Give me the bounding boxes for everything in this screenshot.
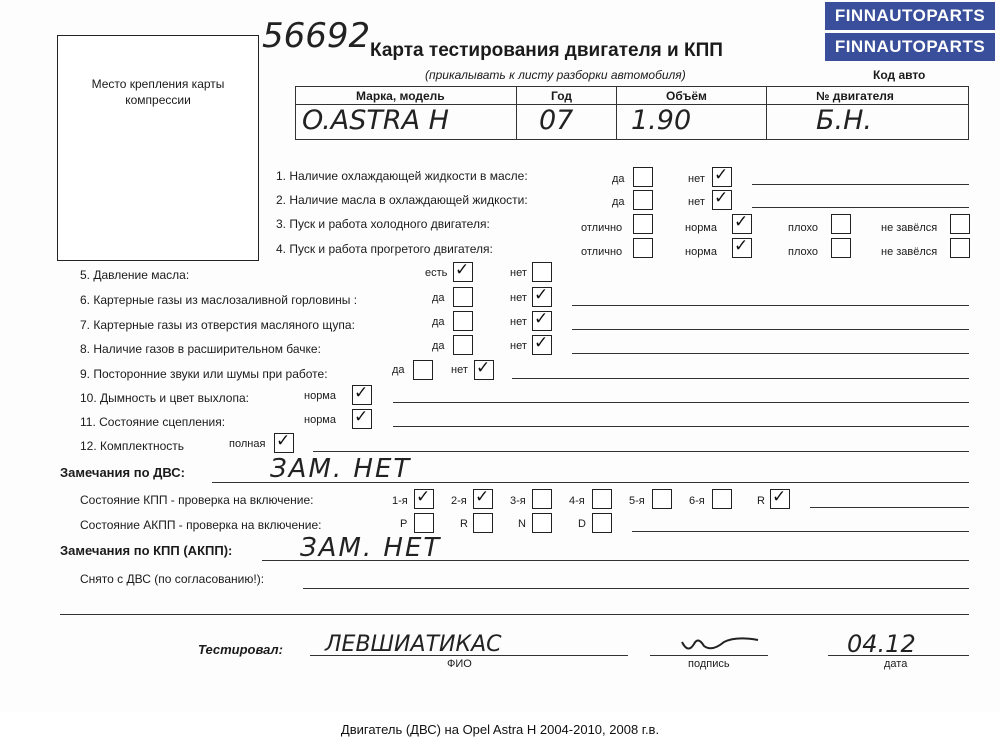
check-7-note-line [572, 329, 969, 330]
watermark-line-1: FINNAUTOPARTS [825, 2, 995, 30]
engine-remarks-line [212, 482, 969, 483]
check-2-option-yes: да [612, 196, 625, 208]
check-4-option-normal: норма [685, 246, 717, 258]
watermark-logo [825, 0, 995, 64]
auto-mode-p-checkbox[interactable] [414, 513, 434, 533]
check-12-option-complete: полная [229, 438, 266, 450]
gear-4-label: 4-я [569, 495, 585, 507]
column-header-engine-number: № двигателя [816, 89, 894, 103]
gear-2-check-mark: ✓ [475, 487, 490, 507]
check-10-label: 10. Дымность и цвет выхлопа: [80, 391, 249, 405]
date-caption: дата [884, 658, 908, 670]
gear-6-checkbox[interactable] [712, 489, 732, 509]
column-header-volume: Объём [666, 89, 707, 103]
manual-gearbox-line [810, 507, 969, 508]
column-header-model: Марка, модель [356, 89, 445, 103]
check-9-check-mark: ✓ [476, 358, 491, 378]
check-5-option-no: нет [510, 267, 527, 279]
auto-mode-d-checkbox[interactable] [592, 513, 612, 533]
auto-mode-n-label: N [518, 518, 526, 530]
check-12-label: 12. Комплектность [80, 439, 185, 453]
gear-r-check-mark: ✓ [772, 487, 787, 507]
watermark-line-2: FINNAUTOPARTS [825, 33, 995, 61]
check-2-option-no: нет [688, 196, 705, 208]
auto-mode-r-label: R [460, 518, 468, 530]
removed-line-1 [303, 588, 969, 589]
check-8-note-line [572, 353, 969, 354]
check-1-note-line [752, 184, 969, 185]
check-9-label: 9. Посторонние звуки или шумы при работе: [80, 367, 328, 381]
check-2-label: 2. Наличие масла в охлаждающей жидкости: [276, 193, 528, 207]
check-7-label: 7. Картерные газы из отверстия масляного щупа: [80, 318, 355, 332]
gear-3-label: 3-я [510, 495, 526, 507]
check-3-bad-checkbox[interactable] [831, 214, 851, 234]
removed-line-2 [60, 614, 969, 615]
check-2-yes-checkbox[interactable] [633, 190, 653, 210]
check-1-check-mark: ✓ [714, 165, 729, 185]
signature-line [650, 655, 768, 656]
engine-number-value: Б.Н. [816, 105, 872, 136]
check-5-no-checkbox[interactable] [532, 262, 552, 282]
check-11-option-normal: норма [304, 414, 336, 426]
gear-2-label: 2-я [451, 495, 467, 507]
check-10-option-normal: норма [304, 390, 336, 402]
check-10-note-line [393, 402, 969, 403]
date-line [828, 655, 969, 656]
auto-gearbox-label: Состояние АКПП - проверка на включение: [80, 518, 322, 532]
check-12-check-mark: ✓ [276, 431, 291, 451]
column-header-year: Год [551, 89, 572, 103]
check-9-option-no: нет [451, 364, 468, 376]
auto-mode-r-checkbox[interactable] [473, 513, 493, 533]
image-caption: Двигатель (ДВС) на Opel Astra H 2004-2010, 2008 г.в. [340, 722, 660, 737]
gearbox-remarks-line [262, 560, 969, 561]
check-3-option-bad: плохо [788, 222, 818, 234]
manual-gearbox-label: Состояние КПП - проверка на включение: [80, 493, 314, 507]
engine-remarks-value: ЗАМ. НЕТ [270, 454, 412, 484]
check-6-option-no: нет [510, 292, 527, 304]
page-subtitle: (прикалывать к листу разборки автомобиля) [425, 68, 686, 82]
check-2-check-mark: ✓ [714, 188, 729, 208]
check-8-yes-checkbox[interactable] [453, 335, 473, 355]
check-4-option-excellent: отлично [581, 246, 623, 258]
check-4-bad-checkbox[interactable] [831, 238, 851, 258]
check-4-option-no-start: не завёлся [881, 246, 938, 258]
gear-3-checkbox[interactable] [532, 489, 552, 509]
year-value: 07 [539, 105, 574, 136]
check-2-note-line [752, 207, 969, 208]
check-3-no-start-checkbox[interactable] [950, 214, 970, 234]
check-1-yes-checkbox[interactable] [633, 167, 653, 187]
check-3-check-mark: ✓ [734, 212, 749, 232]
check-11-label: 11. Состояние сцепления: [80, 415, 226, 429]
check-5-label: 5. Давление масла: [80, 268, 190, 282]
check-1-label: 1. Наличие охлаждающей жидкости в масле: [276, 169, 528, 183]
check-4-label: 4. Пуск и работа прогретого двигателя: [276, 242, 493, 256]
auto-mode-n-checkbox[interactable] [532, 513, 552, 533]
check-7-option-yes: да [432, 316, 445, 328]
gear-1-check-mark: ✓ [416, 487, 431, 507]
check-6-option-yes: да [432, 292, 445, 304]
check-3-label: 3. Пуск и работа холодного двигателя: [276, 217, 490, 231]
check-9-note-line [512, 378, 969, 379]
check-3-option-excellent: отлично [581, 222, 623, 234]
vehicle-table [295, 86, 969, 140]
check-7-yes-checkbox[interactable] [453, 311, 473, 331]
handwritten-card-number: 56692 [262, 16, 371, 56]
check-9-option-yes: да [392, 364, 405, 376]
check-8-option-yes: да [432, 340, 445, 352]
check-3-option-no-start: не завёлся [881, 222, 938, 234]
signature-caption: подпись [688, 658, 730, 670]
check-6-note-line [572, 305, 969, 306]
check-6-label: 6. Картерные газы из маслозаливной горловины : [80, 293, 358, 307]
check-6-yes-checkbox[interactable] [453, 287, 473, 307]
check-4-excellent-checkbox[interactable] [633, 238, 653, 258]
gear-5-label: 5-я [629, 495, 645, 507]
check-7-check-mark: ✓ [534, 309, 549, 329]
model-value: O.ASTRA H [302, 105, 449, 136]
page-title: Карта тестирования двигателя и КПП [370, 40, 723, 61]
check-11-note-line [393, 426, 969, 427]
check-4-option-bad: плохо [788, 246, 818, 258]
name-line [310, 655, 628, 656]
auto-mode-p-label: P [400, 518, 408, 530]
check-11-check-mark: ✓ [354, 407, 369, 427]
check-6-check-mark: ✓ [534, 285, 549, 305]
check-1-option-yes: да [612, 173, 625, 185]
check-10-check-mark: ✓ [354, 383, 369, 403]
check-3-excellent-checkbox[interactable] [633, 214, 653, 234]
auto-gearbox-line [632, 531, 969, 532]
removed-from-engine-label: Снято с ДВС (по согласованию!): [80, 572, 265, 586]
volume-value: 1.90 [631, 105, 692, 136]
signature-scribble [680, 632, 760, 656]
check-12-note-line [313, 451, 969, 452]
gear-6-label: 6-я [689, 495, 705, 507]
check-8-option-no: нет [510, 340, 527, 352]
compression-card-label: Место крепления карты компрессии [91, 77, 225, 107]
gear-r-label: R [757, 495, 765, 507]
check-8-label: 8. Наличие газов в расширительном бачке: [80, 342, 321, 356]
gearbox-remarks-label: Замечания по КПП (АКПП): [60, 543, 233, 558]
code-label: Код авто [873, 68, 926, 82]
check-5-option-yes: есть [425, 267, 448, 279]
date-value: 04.12 [847, 630, 916, 658]
gear-1-label: 1-я [392, 495, 408, 507]
name-caption: ФИО [447, 658, 472, 670]
engine-remarks-label: Замечания по ДВС: [60, 465, 185, 480]
check-3-option-normal: норма [685, 222, 717, 234]
check-7-option-no: нет [510, 316, 527, 328]
compression-card-area [57, 35, 259, 261]
check-8-check-mark: ✓ [534, 333, 549, 353]
tester-name-value: ЛЕВШИАТИКАС [325, 632, 502, 657]
gearbox-remarks-value: ЗАМ. НЕТ [300, 533, 442, 563]
auto-mode-d-label: D [578, 518, 586, 530]
gear-5-checkbox[interactable] [652, 489, 672, 509]
gear-4-checkbox[interactable] [592, 489, 612, 509]
check-5-check-mark: ✓ [455, 260, 470, 280]
tested-by-label: Тестировал: [198, 642, 283, 657]
check-9-yes-checkbox[interactable] [413, 360, 433, 380]
check-4-no-start-checkbox[interactable] [950, 238, 970, 258]
check-4-check-mark: ✓ [734, 236, 749, 256]
check-1-option-no: нет [688, 173, 705, 185]
